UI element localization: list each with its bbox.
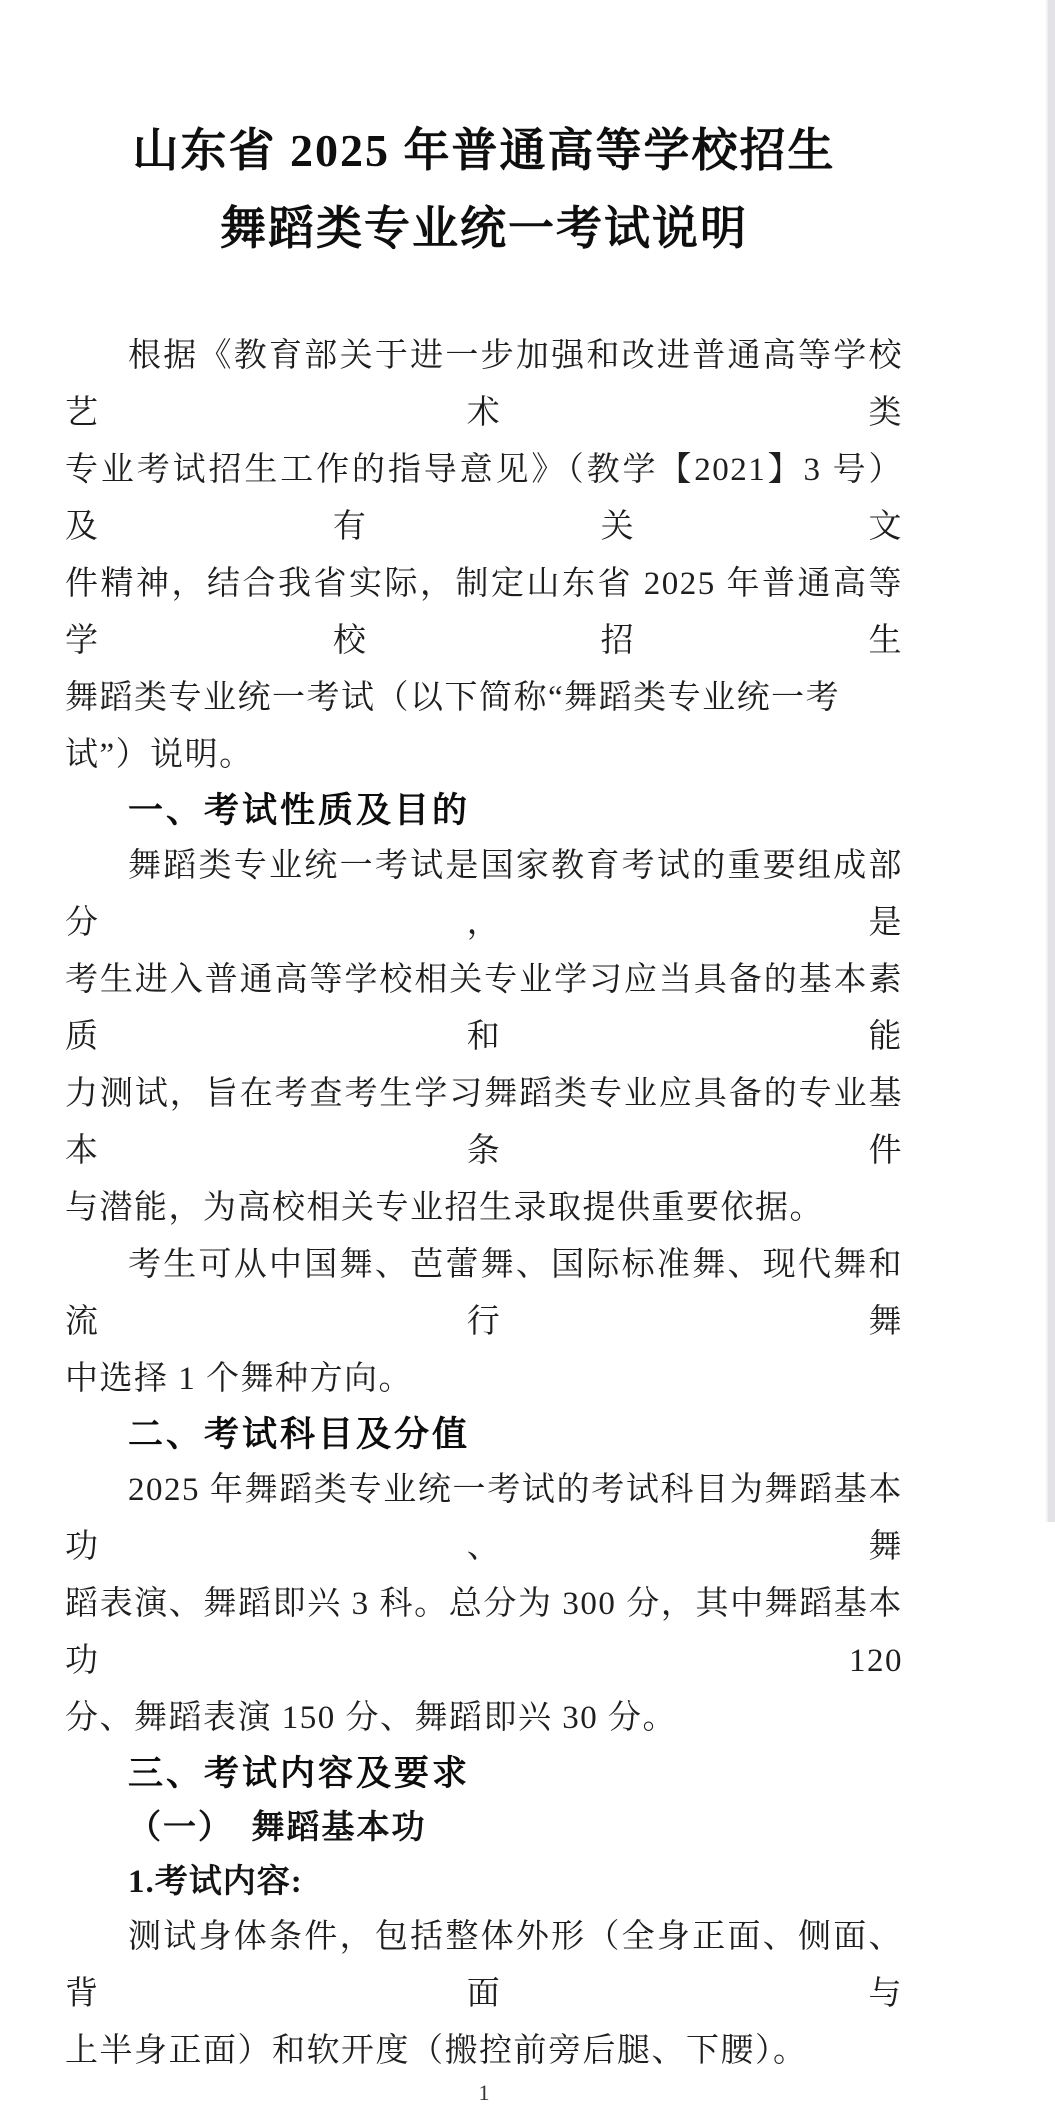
text-line: 专业考试招生工作的指导意见》（教学【2021】3 号）及有关文: [65, 452, 903, 545]
text-line: 件精神，结合我省实际，制定山东省 2025 年普通高等学校招生: [65, 566, 903, 659]
document-blocks: [65, 328, 903, 2080]
intro-paragraph: [65, 328, 903, 784]
subsection-1-heading: （一） 舞蹈基本功: [128, 1810, 427, 1846]
text-line: 2025 年舞蹈类专业统一考试的考试科目为舞蹈基本功、舞: [65, 1472, 903, 1565]
text-line: 舞蹈类专业统一考试（以下简称“舞蹈类专业统一考试”）说明。: [65, 680, 841, 773]
text-line: 根据《教育部关于进一步加强和改进普通高等学校艺术类: [65, 338, 903, 431]
text-line: 考生进入普通高等学校相关专业学习应当具备的基本素质和能: [65, 962, 903, 1055]
text-line: 与潜能，为高校相关专业招生录取提供重要依据。: [65, 1190, 824, 1226]
section-3-heading: 三、考试内容及要求: [128, 1754, 471, 1793]
text-line: 舞蹈类专业统一考试是国家教育考试的重要组成部分，是: [65, 848, 903, 941]
text-line: 上半身正面）和软开度（搬控前旁后腿、下腰）。: [65, 2033, 808, 2069]
document-title-line-2: 舞蹈类专业统一考试说明: [220, 203, 748, 254]
text-line: 力测试，旨在考查考生学习舞蹈类专业应具备的专业基本条件: [65, 1076, 903, 1169]
text-line: 蹈表演、舞蹈即兴 3 科。总分为 300 分，其中舞蹈基本功 120: [65, 1586, 903, 1679]
dance-direction-paragraph: [65, 1237, 903, 1408]
document-title-line-1: 山东省 2025 年普通高等学校招生: [132, 125, 836, 176]
exam-content-paragraph: [65, 1909, 903, 2080]
exam-content-heading: 1.考试内容:: [128, 1864, 303, 1900]
scan-edge: [1046, 0, 1055, 1522]
document-content: [65, 0, 903, 2106]
section-1-paragraph: [65, 838, 903, 1237]
text-line: 测试身体条件，包括整体外形（全身正面、侧面、背面与: [65, 1919, 903, 2012]
text-line: 中选择 1 个舞种方向。: [65, 1361, 413, 1397]
section-2-heading: 二、考试科目及分值: [128, 1415, 471, 1454]
section-2-paragraph: [65, 1462, 903, 1747]
page-number: 1: [478, 2080, 490, 2105]
section-1-heading: 一、考试性质及目的: [128, 791, 471, 830]
text-line: 考生可从中国舞、芭蕾舞、国际标准舞、现代舞和流行舞: [65, 1247, 903, 1340]
text-line: 分、舞蹈表演 150 分、舞蹈即兴 30 分。: [65, 1700, 677, 1736]
document-title: [65, 112, 903, 268]
